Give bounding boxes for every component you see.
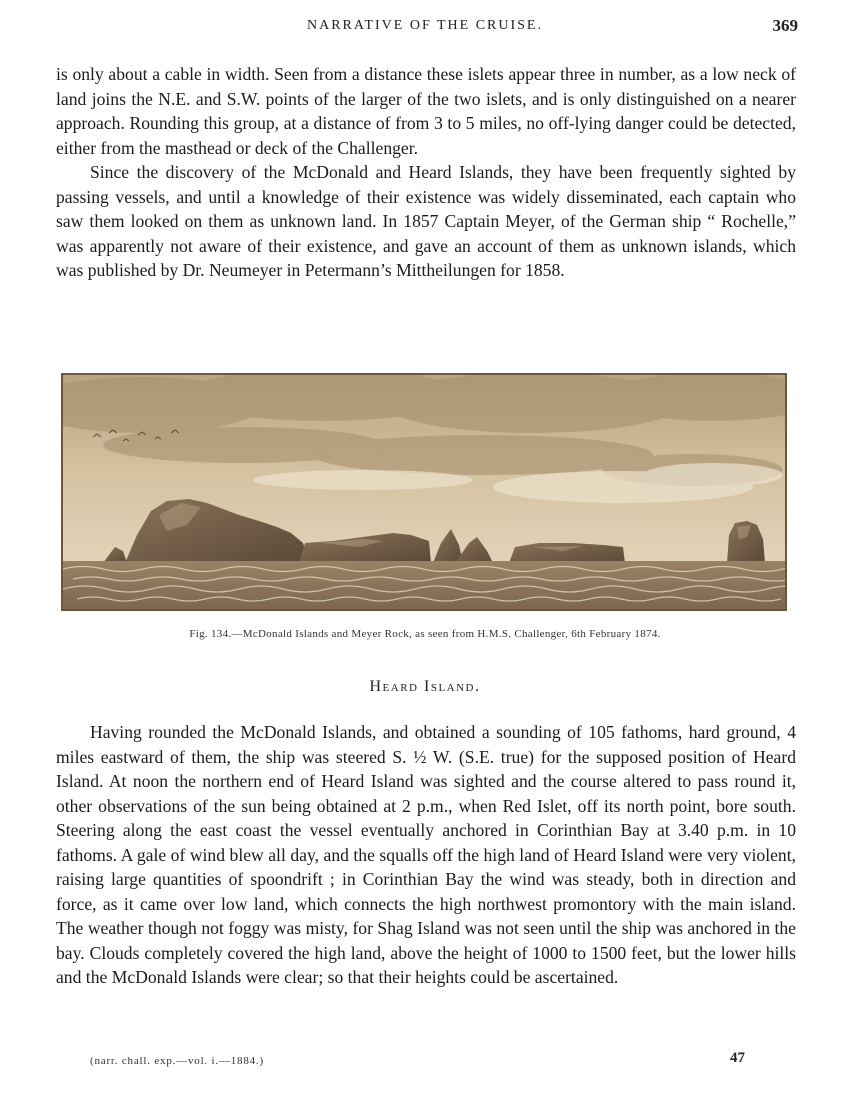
bottom-text-block <box>56 720 796 990</box>
figure-engraving <box>61 373 787 611</box>
mcdonald-islands-illustration <box>63 375 785 609</box>
running-title: NARRATIVE OF THE CRUISE. <box>307 18 543 33</box>
paragraph-continuation: is only about a cable in width. Seen from a distance these islets appear three in number, as a low neck of land joins the N.E. and S.W. points of the larger of the two islets, and is only distinguished on a nearer approach. Rounding this group, at a distance of from 3 to 5 miles, no off-lying danger could be detected, either from the masthead or deck of the Challenger. <box>56 64 796 158</box>
paragraph-discovery: Since the discovery of the McDonald and Heard Islands, they have been frequently sighted by passing vessels, and until a knowledge of their existence was widely disseminated, each captain who saw them looked on them as unknown land. In 1857 Captain Meyer, of the German ship “ Rochelle,” was apparently not aware of their existence, and gave an account of them as unknown islands, which was published by Dr. Neumeyer in Petermann’s Mittheilungen for 1858. <box>56 162 796 280</box>
top-text-block <box>56 62 796 283</box>
figure-caption: Fig. 134.—McDonald Islands and Meyer Rock, as seen from H.M.S. Challenger, 6th February 1874. <box>189 628 661 640</box>
signature-number: 47 <box>730 1050 745 1066</box>
page-number: 369 <box>772 16 798 35</box>
sea <box>63 561 785 609</box>
page-header <box>0 14 850 40</box>
section-heading: Heard Island. <box>369 678 481 695</box>
signature-line: (narr. chall. exp.—vol. i.—1884.) <box>90 1055 264 1067</box>
paragraph-heard-island: Having rounded the McDonald Islands, and obtained a sounding of 105 fathoms, hard ground, 4 miles eastward of them, the ship was steered S. ½ W. (S.E. true) for the supposed position of Heard Island. At noon the northern end of Heard Island was sighted and the course altered to pass round it, other observations of the sun being obtained at 2 p.m., when Red Islet, off its north point, bore south. Steering along the east coast the vessel eventually anchored in Corinthian Bay at 3.40 p.m. in 10 fathoms. A gale of wind blew all day, and the squalls off the high land of Heard Island were very violent, raising large quantities of spoondrift ; in Corinthian Bay the wind was steady, both in direction and force, as it came over low land, which connects the high northwest promontory with the main island. The weather though not foggy was misty, for Shag Island was not seen until the ship was anchored in the bay. Clouds completely covered the high land, above the height of 1000 to 1500 feet, but the lower hills and the McDonald Islands were clear; so that their heights could be ascertained. <box>56 722 796 987</box>
